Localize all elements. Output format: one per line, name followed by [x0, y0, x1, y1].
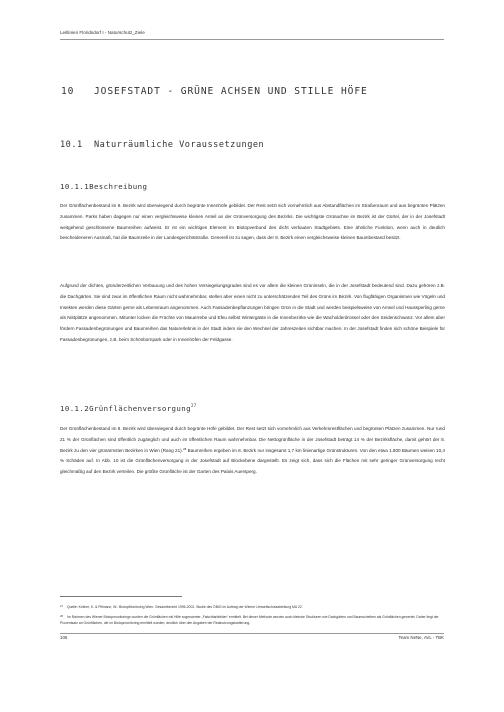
footer-divider	[60, 633, 444, 634]
subsection-heading-gruenflaechenversorgung	[60, 403, 197, 413]
header-divider	[60, 39, 444, 40]
section-title: Naturräumliche Voraussetzungen	[94, 140, 265, 150]
body-paragraph	[60, 424, 445, 478]
body-paragraph: Aufgrund der dichten, gründerzeitlichen Verbauung und des hohen Versiegelungsgrades sind es vor allem die kleinen Grüninseln, die in der Josefstadt bedeutend sind. Dazu gehören z.B. die Dachgärten. Sie sind zwar im öffentlichen Raum nicht wahrnehmbar, stellen aber einen nicht zu unterschätzenden Teil des Grüns im Bezirk. Von flugfähigen Organismen wie Vögeln und Insekten werden diese Gärten gerne als Lebensraum angenommen. Auch Fassadenbepflanzungen bringen Grün in die Stadt und werden beispielsweise von Amsel und Haussperling gerne als Nistplätze angenommen. Mitunter locken die Früchte von Mauerrebe und Efeu selbst Wintergäste in die Innenbezirke wie die Wacholderdrossel oder den Seidenschwanz. Vor allem aber fördern Fassadenbegrünungen und Baumreihen das Naturerlebnis in der Stadt indem sie den Wechsel der Jahreszeiten sichtbar machen. In der Josefstadt finden sich schöne Beispiele für Fassadenbegrünungen, z.B. beim Schönbornpark oder in Innenhöfen der Feldgasse.	[60, 283, 445, 342]
footnote: $^{27}$ Quelle: Kellner, K. & Pillmann, W.: BiotopMonitoring Wien. Gesamtbericht 1996-2002. Studie des ÖBIG im Auftrag der Wiener Umweltschutzabteilung MA 22.	[60, 604, 303, 609]
chapter-title: JOSEFSTADT - GRÜNE ACHSEN UND STILLE HÖFE	[94, 86, 368, 97]
footnote-reference: 27	[190, 403, 197, 408]
footnote: $^{28}$ Im Rahmen des Wiener Biotopmonitorings wurden die Grünflächen mit Hilfe sogenannter „Falschfarbbilder“ ermittelt. Bei dieser Methode wurden auch kleinste Strukturen wie Dachgärten und Baumscheiben als Grünflächen gewertet. Daher liegt der Prozentsatz an Grünflächen, die im Biotopmonitoring ermittelt wurden, deutlich über den Angaben der Realnutzungskartierung.	[60, 614, 439, 626]
running-header: Leitlinien Floridsdorf I - Naturschutz_Ziele	[60, 30, 145, 35]
footnote-reference: 28	[182, 446, 187, 451]
section-heading	[60, 140, 264, 150]
footnote-divider	[60, 596, 182, 597]
paragraph-text: Baumreihen ergeben im 8. Bezirk nur insgesamt 1,7 km linienartige Grünstrukturen. Von den etwa 1.800 Bäumen weisen 10,4 % Schäden auf. In Abb. 10 ist die Grünflächenversorgung in der Josefstadt auf Blockebene dargestellt. Es zeigt sich, dass sich die Flächen mit sehr geringer Grünversorgung recht gleichmäßig auf den Bezirk verteilen. Die größte Grünfläche ist der Garten des Palais Auersperg.	[60, 447, 445, 475]
footnote-text: Quelle: Kellner, K. & Pillmann, W.: BiotopMonitoring Wien. Gesamtbericht 1996-2002. Studie des ÖBIG im Auftrag der Wiener Umweltschutzabteilung MA 22.	[67, 605, 303, 609]
subsection-heading-beschreibung	[60, 182, 147, 191]
subsection-title: Beschreibung	[89, 182, 148, 191]
chapter-number: 10	[61, 86, 75, 97]
subsection-number: 10.1.2	[60, 404, 90, 413]
body-paragraph: Der Grünflächenbestand im 8. Bezirk wird überwiegend durch begrünte Innenhöfe gebildet. Der Rest setzt sich vornehmlich aus Abstandflächen im Straßenraum und aus begrünten Plätzen zusammen. Parks haben dagegen nur einen vergleichsweise kleinen Anteil an der Grünversorgung des Bezirks. Die wichtigste Grünachse im Bezirk ist der Gürtel, der in der Josefstadt weitgehend geschlossene Baumreihen aufweist. Er ist ein wichtiges Element im Biotopverbund des dicht verbauten Stadtgebiets. Eine ähnliche Funktion, wenn auch in deutlich bescheideneren Ausmaß, hat die Baumzeile in der Landesgerichtsstraße. Generell ist zu sagen, dass der 8. Bezirk einen vergleichsweise kleinen Baumbestand besitzt.	[60, 203, 445, 241]
paragraph-text: Der Grünflächenbestand im 8. Bezirk wird überwiegend durch begrünte Höfe gebildet. Der Rest setzt sich vornehmlich aus Verkehrsrestflächen und begrünten Plätzen zusammen. Nur rund 21 % der Grünflächen sind öffentlich zugänglich und auch im öffentlichen Raum wahrnehmbar. Die Nettogrünfläche in der Josefstadt beträgt 14 % der Bezirksfläche, damit gehört der 8. Bezirk zu den vier grünärmsten Bezirken in Wien (Rang 21).	[60, 426, 445, 453]
subsection-title: Grünflächenversorgung	[89, 404, 191, 413]
section-number: 10.1	[60, 140, 83, 150]
footnote-text: Im Rahmen des Wiener Biotopmonitorings wurden die Grünflächen mit Hilfe sogenannter „Falschfarbbilder“ ermittelt. Bei dieser Methode wurden auch kleinste Strukturen wie Dachgärten und Baumscheiben als Grünflächen gewertet. Daher liegt der Prozentsatz an Grünflächen, die im Biotopmonitoring ermittelt wurden, deutlich über den Angaben der Realnutzungskartierung.	[60, 615, 439, 626]
chapter-heading	[61, 86, 368, 97]
page-number: 106	[60, 635, 68, 640]
subsection-number: 10.1.1	[60, 182, 90, 191]
footer-credit: Team NeNe, AVL - TBK	[398, 635, 444, 640]
